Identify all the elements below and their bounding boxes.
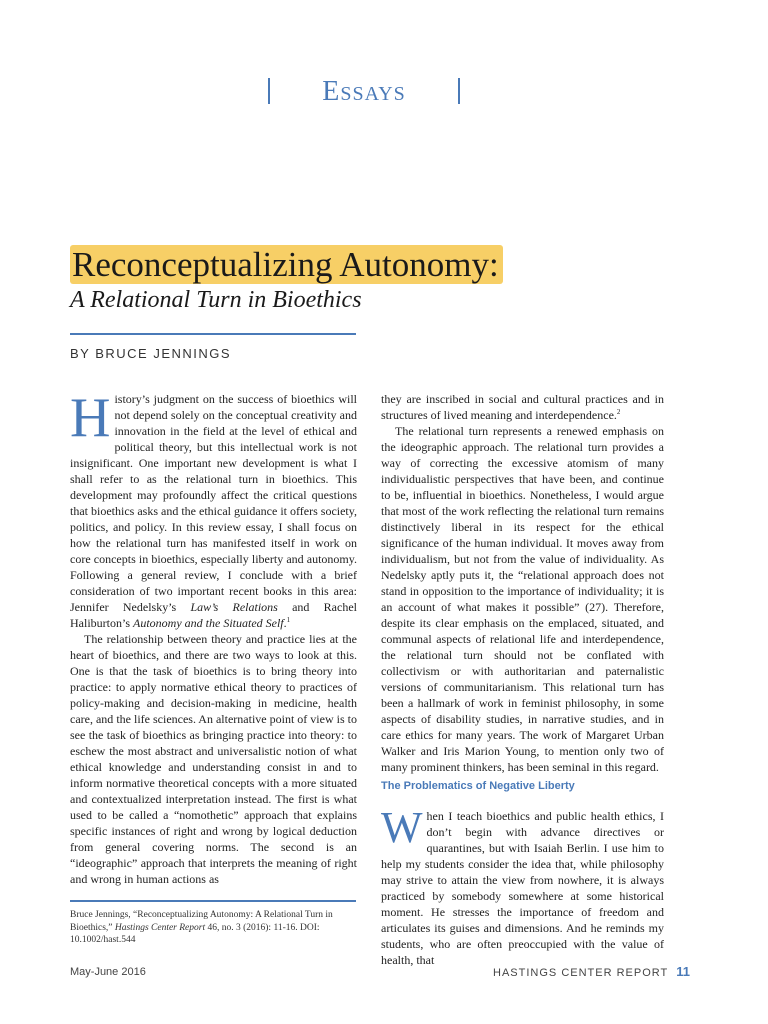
section-bar-right [458,78,460,104]
section-label: Essays [322,76,406,107]
citation-footnote [70,909,357,947]
citation-journal: Hastings Center Report [114,922,206,933]
paragraph-continued [381,391,664,423]
left-column [70,387,357,887]
right-column-bottom [381,803,664,968]
paragraph-intro [70,387,357,631]
section-header [266,74,466,108]
title-rule [70,333,356,335]
footer-date: May-June 2016 [70,966,146,978]
paragraph-negative-liberty [381,803,664,968]
citation-suffix: 46, no. 3 (2016): 11-16. DOI: 10.1002/hast.544 [70,922,320,945]
paragraph-relational-turn: The relational turn represents a renewed emphasis on the ideographic approach. The relational turn provides a way of correcting the excessive atomism of many individualistic perspectives that have been, and continue to be, influential in bioethics. Nonetheless, I would argue that most of the work reflecting the relational turn remains distinctively liberal in its respect for the ethical significance of the human individual. It moves away from individualism, but not from the value of individuality. As Nedelsky aptly puts it, the “relational approach does not stand in opposition to the importance of individuality; it is an account of what makes it possible” (27). Therefore, despite its clear emphasis on the emplaced, situated, and communal aspects of relational life and interdependence, the relational turn should not be conflated with collectivism or with authoritarian and paternalistic versions of communitarianism. This relational turn has been a hallmark of work in feminist philosophy, in some aspects of disability studies, in narrative studies, and in care ethics for many years. The work of Margaret Urban Walker and Iris Marion Young, to mention only two of many prominent thinkers, has been seminal in this regard. [381,424,664,774]
intro-text-mid: and Rachel Haliburton’s [70,600,357,630]
byline: BY BRUCE JENNINGS [70,346,232,361]
section-subhead: The Problematics of Negative Liberty [381,780,575,792]
footnote-marker: 2 [616,408,621,416]
article-subtitle: A Relational Turn in Bioethics [70,287,362,313]
footnote-rule [70,900,356,902]
right-column-top [381,391,664,775]
drop-cap: W [381,803,423,852]
footnote-marker: 1 [286,616,291,624]
article-title [70,245,503,285]
intro-text: istory’s judgment on the success of bioethics will not depend solely on the conceptual creativity and innovation in the field at the level of ethical and political theory, but this intellectual work is not insignificant. One important new development is what I shall refer to as the relational turn in bioethics. This development may profoundly affect the critical questions that bioethics asks and the ethical guidance it offers society, politics, and policy. In this review essay, I shall focus on how the relational turn has manifested itself in work on core concepts in bioethics, especially liberty and autonomy. Following a general review, I conclude with a brief consideration of two important recent books in this area: Jennifer Nedelsky’s [70,392,357,614]
negative-liberty-text: hen I teach bioethics and public health ethics, I don’t begin with advance directives or quarantines, but with Isaiah Berlin. I use him to help my students consider the idea that, while philosophy may strive to attain the view from nowhere, it is always practiced by somebody somewhere at some historical moment. He stresses the importance of freedom and articulates its guises and dimensions. And he reminds my students, who are often preoccupied with the value of health, that [381,809,664,967]
drop-cap: H [70,387,111,449]
footer-journal [493,964,690,979]
page-number: 11 [676,964,690,979]
intro-text-end: . [283,616,287,630]
footer-journal-name: HASTINGS CENTER REPORT [493,967,669,979]
book-title-autonomy: Autonomy and the Situated Self [133,616,284,630]
title-highlight: Reconceptualizing Autonomy: [70,245,503,284]
paragraph-theory-practice: The relationship between theory and practice lies at the heart of bioethics, and there are two ways to look at this. One is that the task of bioethics is to bring theory into practice: to apply normative ethical theory to practices of policy-making and decision-making in medicine, health care, and the life sciences. An alternative point of view is to see the task of bioethics as bringing practice into theory: to eschew the most abstract and universalistic notion of what ethical knowledge and understanding consist in and to inform normative theoretical concepts with a more situated and contextualized interpretation instead. The first is what used to be called a “nomothetic” approach that explains specific instances of right and wrong by logical deduction from general covering norms. The second is an “ideographic” approach that interprets the meaning of right and wrong in human actions as [70,632,357,886]
continued-text: they are inscribed in social and cultural practices and in structures of lived meaning and interdependence. [381,392,664,422]
book-title-laws-relations: Law’s Relations [190,600,278,614]
citation-prefix: Bruce Jennings, “Reconceptualizing Autonomy: A Relational Turn in Bioethics,” [70,910,333,933]
